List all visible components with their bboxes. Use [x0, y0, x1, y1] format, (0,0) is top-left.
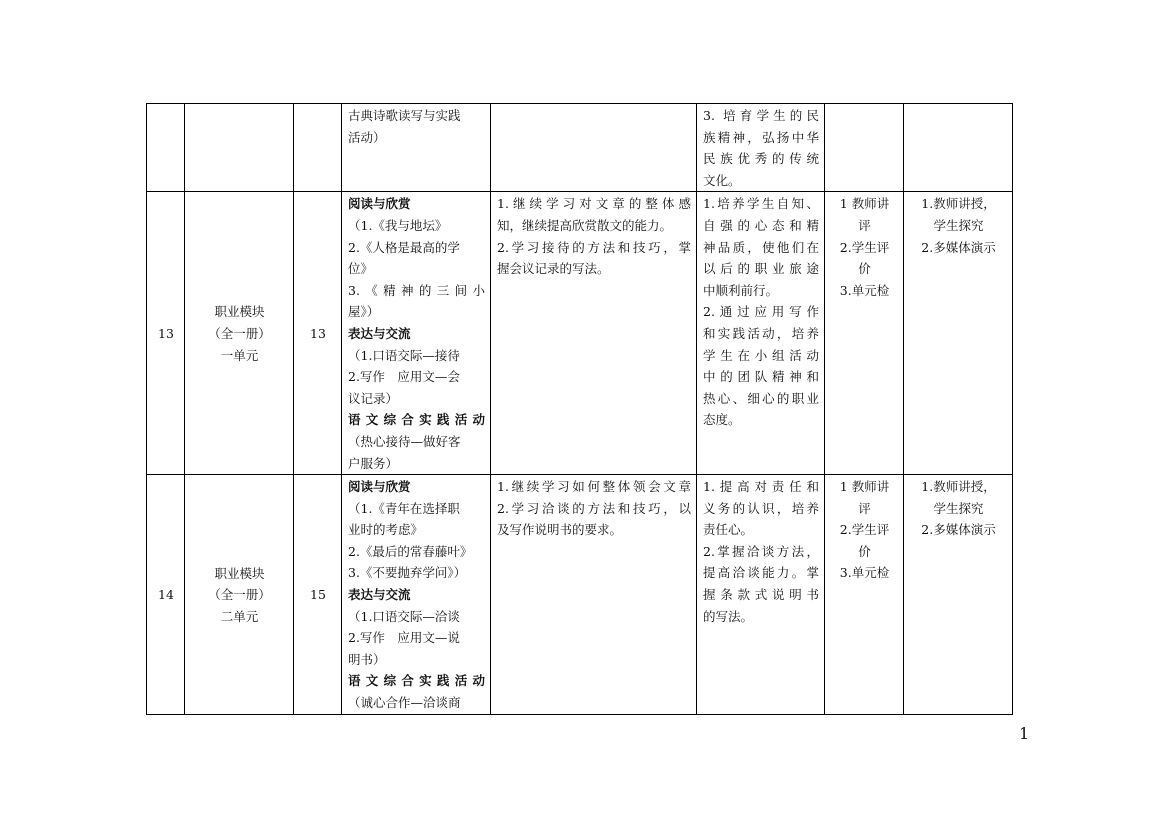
- moral-line: 义务的认识，培养: [703, 500, 819, 516]
- hours-cell: [294, 475, 342, 715]
- evaluation-line: 2.学生评: [839, 239, 890, 255]
- content-line: 2.《最后的常春藤叶》: [348, 543, 473, 559]
- module-line: 一单元: [220, 347, 259, 363]
- moral-line: 以后的职业旅途: [703, 261, 819, 277]
- content-line: （热心接待—做好客: [348, 433, 461, 449]
- method-line: 学生探究: [933, 217, 984, 233]
- content-line: 议记录）: [348, 390, 399, 406]
- content-heading: 表达与交流: [348, 587, 411, 603]
- evaluation-line: 价: [858, 543, 871, 559]
- moral-line: 自强的心态和精: [703, 217, 819, 233]
- content-line: 位》: [348, 261, 374, 277]
- moral-line: 中顺利前行。: [703, 282, 779, 298]
- content-line: 2.写作 应用文—说: [348, 630, 460, 646]
- moral-line: 2.掌握洽谈方法，: [703, 543, 819, 559]
- module-line: 职业模块: [214, 304, 265, 320]
- module-cell: [185, 475, 294, 715]
- method-line: 1.教师讲授，: [921, 196, 996, 212]
- hours-cell: [294, 192, 342, 475]
- goal-line: 及写作说明书的要求。: [497, 522, 623, 538]
- moral-line: 的写法。: [703, 608, 754, 624]
- content-heading: 阅读与欣赏: [348, 479, 411, 495]
- content-line: 2.写作 应用文—会: [348, 369, 460, 385]
- goal-line: 握会议记录的写法。: [497, 261, 610, 277]
- page-number: 1: [1019, 724, 1030, 743]
- goal-cell: [491, 475, 697, 715]
- module-cell: [185, 192, 294, 475]
- content-line: （1.《我与地坛》: [348, 217, 448, 233]
- moral-line: 提高洽谈能力。掌: [703, 565, 819, 581]
- moral-line: 热心、细心的职业: [703, 390, 819, 406]
- moral-line: 1.提高对责任和: [703, 479, 819, 495]
- evaluation-line: 1 教师讲: [839, 479, 890, 495]
- content-heading: 表达与交流: [348, 325, 411, 341]
- module-line: （全一册）: [208, 325, 271, 341]
- moral-line: 民族优秀的传统: [703, 151, 819, 167]
- content-cell: [342, 192, 491, 475]
- moral-line: 责任心。: [703, 522, 754, 538]
- method-line: 2.多媒体演示: [921, 239, 996, 255]
- method-line: 学生探究: [933, 500, 984, 516]
- evaluation-line: 价: [858, 261, 871, 277]
- method-cell: [904, 104, 1013, 192]
- method-line: 1.教师讲授，: [921, 479, 996, 495]
- moral-cell: [697, 104, 825, 192]
- method-cell: [904, 192, 1013, 475]
- table-body: [147, 104, 1013, 715]
- content-line: 业时的考虑》: [348, 522, 424, 538]
- method-cell: [904, 475, 1013, 715]
- method-line: 2.多媒体演示: [921, 522, 996, 538]
- moral-line: 1.培养学生自知、: [703, 196, 819, 212]
- moral-line: 态度。: [703, 412, 741, 428]
- content-heading: 语文综合实践活动: [348, 673, 485, 689]
- moral-cell: [697, 475, 825, 715]
- evaluation-cell: [825, 192, 904, 475]
- lesson-number-cell: [147, 104, 185, 192]
- content-line: （1.口语交际—洽谈: [348, 608, 460, 624]
- moral-line: 神品质，使他们在: [703, 239, 819, 255]
- content-line: 户服务）: [348, 455, 399, 471]
- content-line: （1.《青年在选择职: [348, 500, 460, 516]
- moral-line: 3. 培育学生的民: [703, 108, 819, 123]
- content-cell: [342, 475, 491, 715]
- content-line: 明书）: [348, 651, 386, 667]
- hours-value: 13: [310, 325, 326, 341]
- lesson-number: 14: [158, 587, 174, 603]
- hours-cell: [294, 104, 342, 192]
- lesson-number-cell: [147, 475, 185, 715]
- evaluation-line: 3.单元检: [839, 565, 890, 581]
- goal-line: 2.学习洽谈的方法和技巧，以: [497, 500, 691, 516]
- moral-line: 2.通过应用写作: [703, 304, 819, 320]
- goal-cell: [491, 192, 697, 475]
- content-line: 古典诗歌读写与实践: [348, 108, 461, 123]
- moral-line: 中的团队精神和: [703, 369, 819, 385]
- evaluation-line: 评: [858, 500, 871, 516]
- moral-line: 文化。: [703, 172, 741, 188]
- evaluation-cell: [825, 104, 904, 192]
- content-line: 3.《精神的三间小: [348, 282, 485, 298]
- module-cell: [185, 104, 294, 192]
- content-line: 3.《不要抛弃学问》）: [348, 565, 467, 581]
- table-row: [147, 104, 1013, 192]
- moral-cell: [697, 192, 825, 475]
- content-cell: [342, 104, 491, 192]
- content-line: 屋》）: [348, 304, 380, 320]
- hours-value: 15: [310, 587, 326, 603]
- moral-line: 族精神，弘扬中华: [703, 129, 819, 145]
- goal-line: 2.学习接待的方法和技巧，掌: [497, 239, 691, 255]
- module-line: （全一册）: [208, 587, 271, 603]
- goal-line: 知，继续提高欣赏散文的能力。: [497, 217, 673, 233]
- teaching-plan-table: [146, 103, 1013, 715]
- content-line: （1.口语交际—接待: [348, 347, 460, 363]
- moral-line: 学生在小组活动: [703, 347, 819, 363]
- moral-line: 和实践活动，培养: [703, 325, 819, 341]
- content-heading: 阅读与欣赏: [348, 196, 411, 212]
- evaluation-cell: [825, 475, 904, 715]
- evaluation-line: 3.单元检: [839, 282, 890, 298]
- lesson-number: 13: [158, 325, 174, 341]
- goal-line: 1.继续学习如何整体领会文章: [497, 479, 691, 495]
- moral-line: 握条款式说明书: [703, 587, 819, 603]
- module-line: 职业模块: [214, 565, 265, 581]
- evaluation-line: 2.学生评: [839, 522, 890, 538]
- evaluation-line: 评: [858, 217, 871, 233]
- content-line: 活动）: [348, 129, 386, 145]
- evaluation-line: 1 教师讲: [839, 196, 890, 212]
- content-line: 2.《人格是最高的学: [348, 239, 460, 255]
- table-row: [147, 475, 1013, 715]
- table-row: [147, 192, 1013, 475]
- content-heading: 语文综合实践活动: [348, 412, 485, 428]
- goal-line: 1.继续学习对文章的整体感: [497, 196, 691, 212]
- content-line: （诚心合作—洽谈商: [348, 695, 461, 711]
- goal-cell: [491, 104, 697, 192]
- lesson-number-cell: [147, 192, 185, 475]
- module-line: 二单元: [220, 608, 259, 624]
